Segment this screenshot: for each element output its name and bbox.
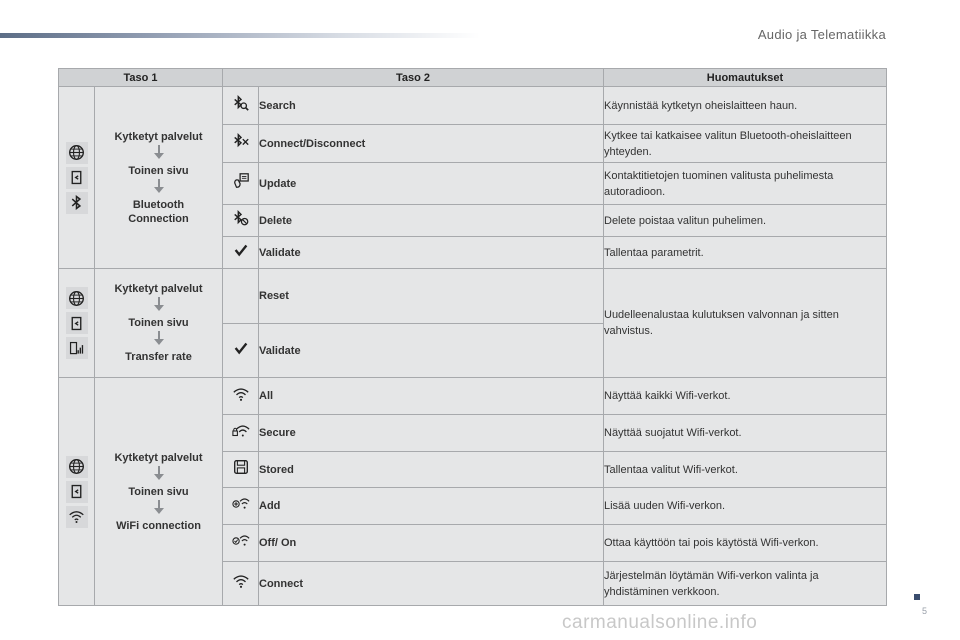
column-header-taso1: Taso 1 — [59, 69, 223, 87]
wifi-secure-icon — [223, 415, 259, 452]
path-step: Kytketyt palvelut — [114, 130, 203, 143]
wifi-stored-icon — [223, 452, 259, 488]
option-label: Off/ On — [259, 525, 604, 562]
reset-icon-cell — [223, 269, 259, 324]
arrow-down-icon — [153, 466, 165, 480]
wifi-onoff-icon — [223, 525, 259, 562]
path-step: Kytketyt palvelut — [114, 283, 203, 295]
option-label: Validate — [259, 324, 604, 378]
page-icon — [66, 167, 88, 189]
arrow-down-icon — [153, 297, 165, 311]
option-label: Stored — [259, 452, 604, 488]
arrow-down-icon — [153, 145, 165, 159]
column-header-huomautukset: Huomautukset — [604, 69, 887, 87]
option-note: Tallentaa parametrit. — [604, 237, 887, 269]
arrow-down-icon — [153, 179, 165, 193]
option-label: Secure — [259, 415, 604, 452]
bluetooth-connect-icon — [223, 125, 259, 163]
option-note: Delete poistaa valitun puhelimen. — [604, 205, 887, 237]
group2-path — [95, 269, 223, 378]
option-note: Tallentaa valitut Wifi-verkot. — [604, 452, 887, 488]
bluetooth-search-icon — [223, 87, 259, 125]
option-label: Connect/Disconnect — [259, 125, 604, 163]
option-note: Uudelleenalustaa kulutuksen valvonnan ja sitten vahvistus. — [604, 269, 887, 378]
option-label: Delete — [259, 205, 604, 237]
page-icon — [66, 312, 88, 334]
page-icon — [66, 481, 88, 503]
globe-icon — [66, 456, 88, 478]
option-label: All — [259, 378, 604, 415]
header-title: Audio ja Telematiikka — [757, 27, 886, 42]
page-number: 5 — [922, 606, 928, 616]
wifi-icon — [223, 562, 259, 606]
arrow-down-icon — [153, 331, 165, 345]
check-icon — [223, 237, 259, 269]
contact-update-icon — [223, 163, 259, 205]
bluetooth-delete-icon — [223, 205, 259, 237]
option-label: Connect — [259, 562, 604, 606]
option-label: Add — [259, 488, 604, 525]
option-note: Järjestelmän löytämän Wifi-verkon valinta ja yhdistäminen verkkoon. — [604, 562, 887, 606]
globe-icon — [66, 287, 88, 309]
group3-path — [95, 378, 223, 606]
transfer-rate-icon — [66, 337, 88, 359]
group1-path — [95, 87, 223, 269]
header-gradient-bar — [0, 33, 480, 38]
wifi-add-icon — [223, 488, 259, 525]
globe-icon — [66, 142, 88, 164]
option-note: Ottaa käyttöön tai pois käytöstä Wifi-verkon. — [604, 525, 887, 562]
page-marker — [914, 594, 920, 600]
settings-table — [58, 68, 887, 606]
option-label: Reset — [259, 269, 604, 324]
bluetooth-icon — [66, 192, 88, 214]
option-label: Search — [259, 87, 604, 125]
option-note: Lisää uuden Wifi-verkon. — [604, 488, 887, 525]
table-header-row — [59, 69, 887, 87]
watermark: carmanualsonline.info — [562, 612, 758, 633]
path-step: WiFi connection — [116, 519, 201, 532]
wifi-icon — [66, 506, 88, 528]
option-note: Kytkee tai katkaisee valitun Bluetooth-oheislaitteen yhteyden. — [604, 125, 887, 163]
path-step: Toinen sivu — [128, 485, 189, 498]
table-row — [59, 378, 887, 415]
option-note: Kontaktitietojen tuominen valitusta puhelimesta autoradioon. — [604, 163, 887, 205]
check-icon — [223, 324, 259, 378]
arrow-down-icon — [153, 500, 165, 514]
group1-icons — [59, 87, 95, 269]
option-note: Käynnistää kytketyn oheislaitteen haun. — [604, 87, 887, 125]
group3-icons — [59, 378, 95, 606]
table-row — [59, 87, 887, 125]
path-step: Toinen sivu — [128, 164, 189, 177]
option-label: Update — [259, 163, 604, 205]
option-label: Validate — [259, 237, 604, 269]
option-note: Näyttää suojatut Wifi-verkot. — [604, 415, 887, 452]
group2-icons — [59, 269, 95, 378]
path-step: Bluetooth Connection — [128, 198, 189, 225]
path-step: Transfer rate — [125, 351, 192, 363]
wifi-icon — [223, 378, 259, 415]
path-step: Kytketyt palvelut — [114, 451, 203, 464]
column-header-taso2: Taso 2 — [223, 69, 604, 87]
path-step: Toinen sivu — [128, 317, 189, 329]
table-row — [59, 269, 887, 324]
option-note: Näyttää kaikki Wifi-verkot. — [604, 378, 887, 415]
